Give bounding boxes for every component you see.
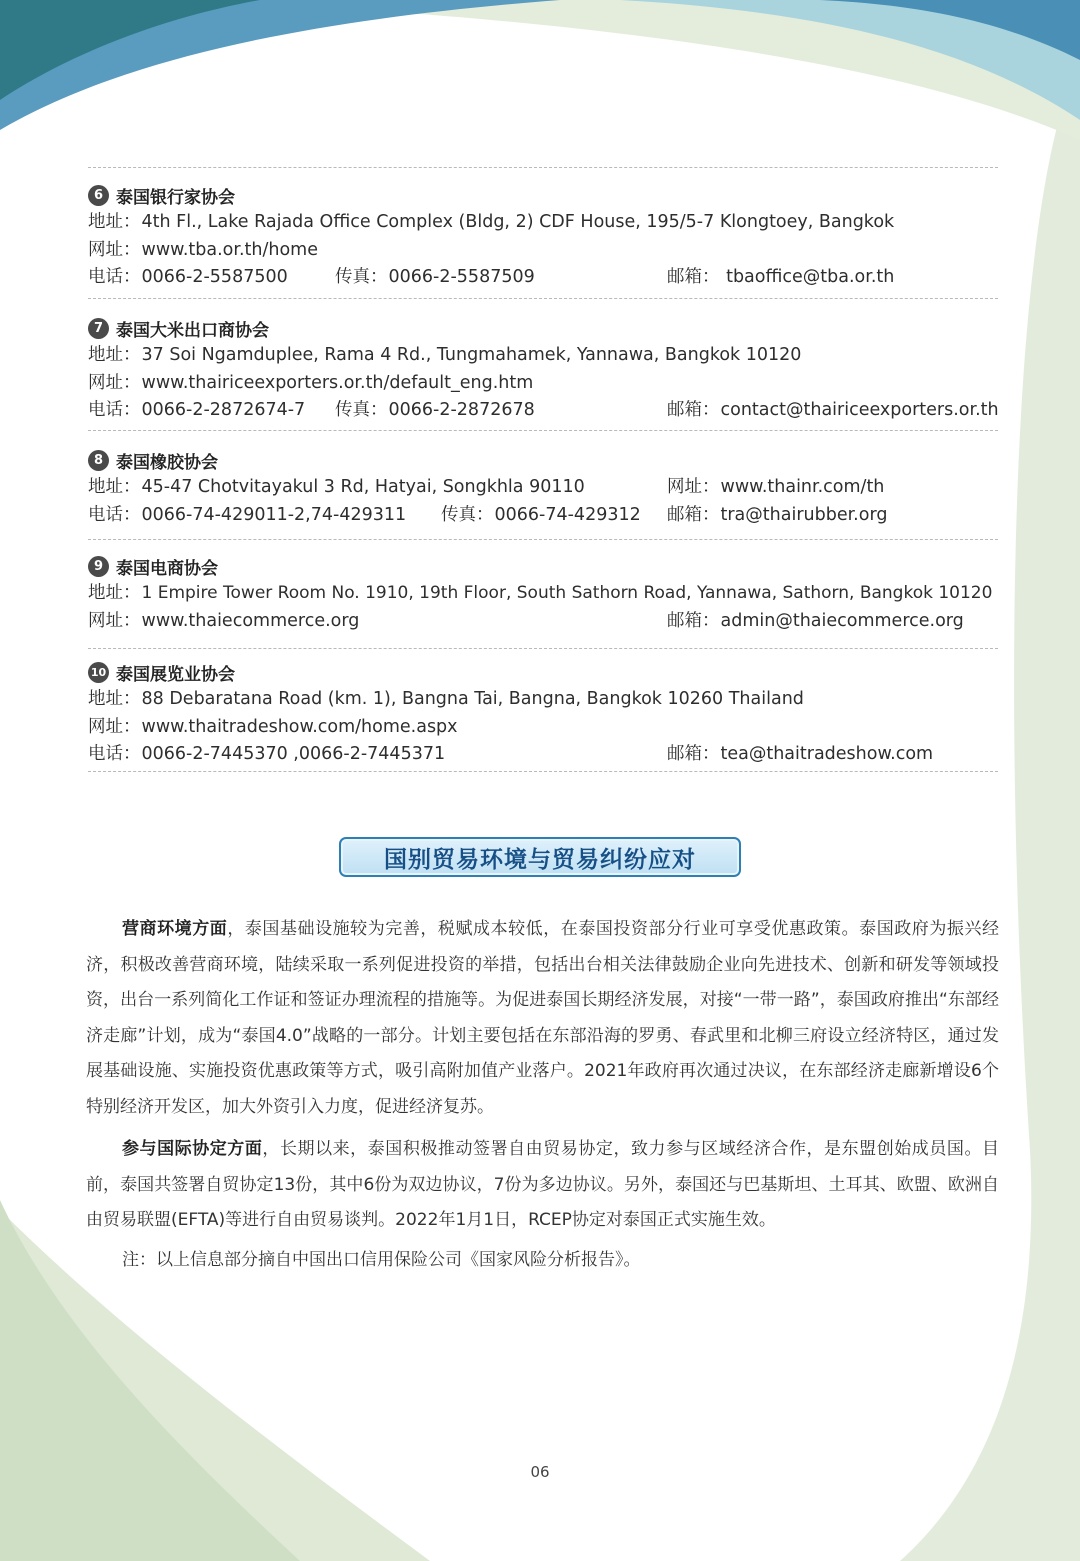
divider [88,771,998,772]
phone-label: 电话： [88,744,141,764]
email-link[interactable]: tea@thaitradeshow.com [720,744,934,764]
fax-value: 0066-2-2872678 [388,400,535,420]
phone-value: 0066-2-7445370 ,0066-2-7445371 [141,744,446,764]
email-link[interactable]: admin@thaiecommerce.org [720,610,964,631]
website-link[interactable]: www.thaitradeshow.com/home.aspx [141,716,458,737]
address-value: 45-47 Chotvitayakul 3 Rd, Hatyai, Songkhla 90110 [141,477,585,497]
number-badge-icon: 10 [88,662,109,683]
website-line [88,237,1000,265]
address-label: 地址： [88,689,141,709]
email-label: 邮箱： [667,610,720,631]
paragraph [86,1132,999,1239]
fax-value: 0066-2-5587509 [388,267,535,287]
contact-line [88,502,1000,530]
number-badge-icon: 9 [88,556,109,577]
address-value: 1 Empire Tower Room No. 1910, 19th Floor, South Sathorn Road, Yannawa, Sathorn, Bangkok 10120 [141,583,993,603]
address-value: 37 Soi Ngamduplee, Rama 4 Rd., Tungmahamek, Yannawa, Bangkok 10120 [141,345,802,365]
association-entry [88,446,1000,529]
note: 注：以上信息部分摘自中国出口信用保险公司《国家风险分析报告》。 [122,1250,641,1270]
address-value: 4th Fl., Lake Rajada Office Complex (Bldg, 2) CDF House, 195/5-7 Klongtoey, Bangkok [141,212,895,232]
entry-title-row [88,181,1000,209]
address-line [88,686,1000,714]
website-link[interactable]: www.thaiecommerce.org [141,610,360,631]
email-label: 邮箱： [667,400,720,420]
email-label: 邮箱： [667,744,720,764]
number-badge-icon: 6 [88,185,109,206]
phone-label: 电话： [88,400,141,420]
body-text [86,1132,999,1239]
address-label: 地址： [88,345,141,365]
address-label: 地址： [88,583,141,603]
website-label: 网址： [88,716,141,737]
address-label: 地址： [88,477,141,497]
note-text [86,1243,999,1279]
email-link[interactable]: contact@thairiceexporters.or.th [720,400,999,420]
entry-title: 泰国电商协会 [116,558,218,579]
entry-title: 泰国银行家协会 [116,187,235,208]
entry-title-row [88,314,1000,342]
section-title: 国别贸易环境与贸易纠纷应对 [339,837,741,877]
entry-title-row [88,658,1000,686]
phone-value: 0066-2-2872674-7 [141,400,306,420]
website-label: 网址： [88,239,141,260]
website-label: 网址： [88,610,141,631]
entry-title-row [88,552,1000,580]
association-entry [88,552,1000,635]
address-line [88,209,1000,237]
entry-title-row [88,446,1000,474]
paragraph [86,912,999,1125]
divider [88,430,998,431]
body-text [86,912,999,1125]
website-line [88,714,1000,742]
number-badge-icon: 7 [88,318,109,339]
divider [88,167,998,168]
address-line [88,474,1000,502]
website-label: 网址： [88,372,141,393]
paragraph-lead: 营商环境方面 [122,919,228,939]
entry-title: 泰国橡胶协会 [116,452,218,473]
website-link[interactable]: www.tba.or.th/home [141,239,318,260]
entry-title: 泰国大米出口商协会 [116,320,269,341]
contact-line [88,608,1000,636]
website-link[interactable]: www.thairiceexporters.or.th/default_eng.htm [141,372,534,393]
contact-line [88,397,1000,425]
phone-value: 0066-74-429011-2,74-429311 [141,504,407,525]
phone-label: 电话： [88,267,141,287]
email-link[interactable]: tbaoffice@tba.or.th [726,267,895,287]
fax-label: 传真： [335,400,388,420]
association-entry [88,181,1000,292]
phone-label: 电话： [88,504,141,525]
phone-value: 0066-2-5587500 [141,267,288,287]
email-link[interactable]: tra@thairubber.org [720,504,888,525]
website-line [88,370,1000,398]
website-label: 网址： [667,477,720,497]
email-label: 邮箱： [667,504,720,525]
fax-value: 0066-74-429312 [494,504,641,525]
page-number: 06 [530,1463,550,1481]
address-label: 地址： [88,212,141,232]
divider [88,539,998,540]
email-label: 邮箱： [667,267,720,287]
contact-line [88,264,1000,292]
divider [88,298,998,299]
fax-label: 传真： [335,267,388,287]
fax-label: 传真： [441,504,494,525]
paragraph-text: ，泰国基础设施较为完善，税赋成本较低，在泰国投资部分行业可享受优惠政策。泰国政府为振兴经济，积极改善营商环境，陆续采取一系列促进投资的举措，包括出台相关法律鼓励企业向先进技术、创新和研发等领域投资，出台一系列简化工作证和签证办理流程的措施等。为促进泰国长期经济发展，对接“一带一路”，泰国政府推出“东部经济走廊”计划，成为“泰国4.0”战略的一部分。计划主要包括在东部沿海的罗勇、春武里和北柳三府设立经济特区，通过发展基础设施、实施投资优惠政策等方式，吸引高附加值产业落户。2021年政府再次通过决议，在东部经济走廊新增设6个特别经济开发区，加大外资引入力度，促进经济复苏。 [86,919,1000,1117]
website-link[interactable]: www.thainr.com/th [720,477,885,497]
paragraph-text: ，长期以来，泰国积极推动签署自由贸易协定，致力参与区域经济合作，是东盟创始成员国。目前，泰国共签署自贸协定13份，其中6份为双边协议，7份为多边协议。另外，泰国还与巴基斯坦、土耳其、欧盟、欧洲自由贸易联盟(EFTA)等进行自由贸易谈判。2022年1月1日，RCEP协定对泰国正式实施生效。 [86,1139,1000,1230]
contact-line [88,741,1000,769]
number-badge-icon: 8 [88,450,109,471]
divider [88,648,998,649]
association-entry [88,658,1000,769]
entry-title: 泰国展览业协会 [116,664,235,685]
paragraph-lead: 参与国际协定方面 [122,1139,263,1159]
address-value: 88 Debaratana Road (km. 1), Bangna Tai, Bangna, Bangkok 10260 Thailand [141,689,804,709]
address-line [88,580,1000,608]
association-entry [88,314,1000,425]
address-line [88,342,1000,370]
